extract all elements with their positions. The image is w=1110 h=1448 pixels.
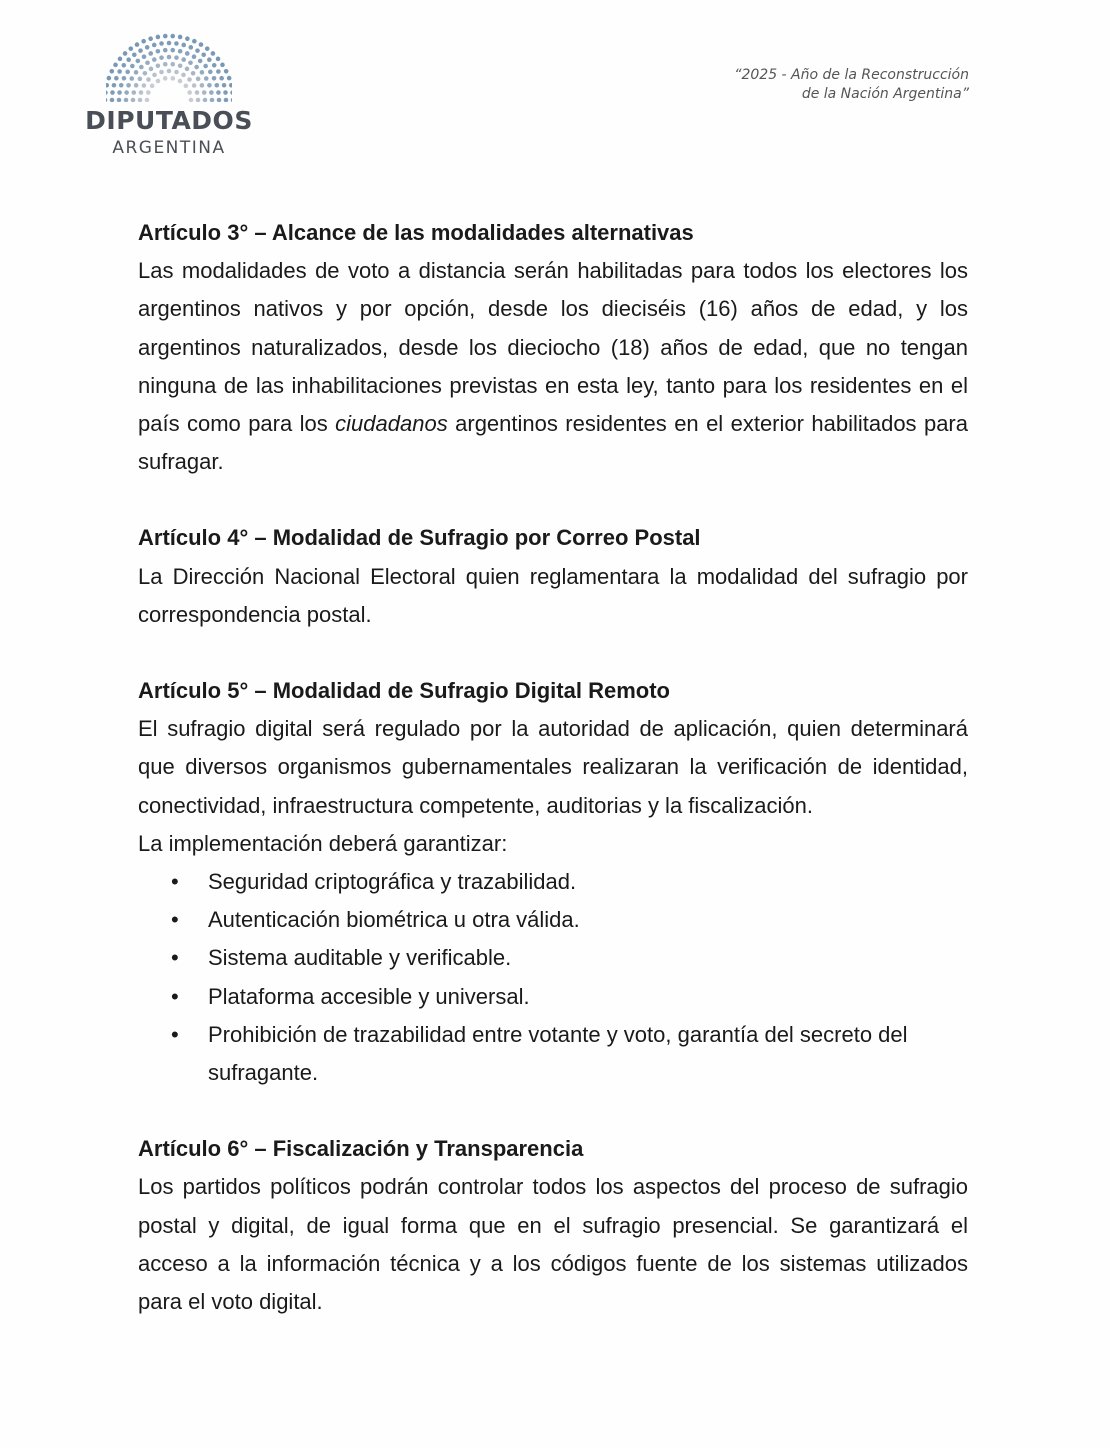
article-3-title: Artículo 3° – Alcance de las modalidades alternativas bbox=[138, 220, 694, 245]
article-3-text-part-2: argentinos residentes en el exterior habilitados para sufragar. bbox=[138, 411, 968, 475]
article-5-title: Artículo 5° – Modalidad de Sufragio Digital Remoto bbox=[138, 678, 670, 704]
list-item: • Sistema auditable y verificable. bbox=[138, 939, 968, 977]
article-4 bbox=[138, 519, 968, 634]
article-6-title: Artículo 6° – Fiscalización y Transparencia bbox=[138, 1136, 584, 1162]
document-body bbox=[138, 214, 968, 1359]
motto-line-2: de la Nación Argentina” bbox=[801, 86, 969, 102]
article-5 bbox=[138, 672, 968, 1092]
article-3-emphasis: ciudadanos bbox=[335, 411, 448, 437]
article-6 bbox=[138, 1130, 968, 1321]
list-item: • Prohibición de trazabilidad entre votante y voto, garantía del secreto del sufragante. bbox=[138, 1016, 968, 1092]
year-motto bbox=[734, 66, 969, 104]
list-item: • Autenticación biométrica u otra válida. bbox=[138, 901, 968, 939]
logo-subtitle: ARGENTINA bbox=[112, 138, 226, 158]
list-item: • Plataforma accesible y universal. bbox=[138, 978, 968, 1016]
hemicycle-icon bbox=[106, 30, 232, 102]
logo-title: DIPUTADOS bbox=[85, 106, 253, 135]
article-3-text bbox=[138, 252, 968, 481]
article-6-text: Los partidos políticos podrán controlar todos los aspectos del proceso de sufragio postal y digital, de igual forma que en el sufragio presencial. Se garantizará el acceso a la información técnica y a los códigos fuente de los sistemas utilizados para el voto digital. bbox=[138, 1174, 968, 1315]
motto-line-1: “2025 - Año de la Reconstrucción bbox=[734, 67, 969, 83]
list-item: • Seguridad criptográfica y trazabilidad. bbox=[138, 863, 968, 901]
article-4-title: Artículo 4° – Modalidad de Sufragio por Correo Postal bbox=[138, 525, 701, 551]
article-3-text-part-1: Las modalidades de voto a distancia serán habilitadas para todos los electores los argentinos nativos y por opción, desde los dieciséis (16) años de edad, y los argentinos naturalizados, desde los dieciocho (18) años de edad, que no tengan ninguna de las inhabilitaciones previstas en esta ley, tanto para los residentes en el país como para los bbox=[138, 258, 968, 437]
article-4-text: La Dirección Nacional Electoral quien reglamentara la modalidad del sufragio por correspondencia postal. bbox=[138, 563, 968, 627]
article-3 bbox=[138, 214, 968, 481]
article-5-text: El sufragio digital será regulado por la autoridad de aplicación, quien determinará que diversos organismos gubernamentales realizaran la verificación de identidad, conectividad, infraestructura competente, auditorias y la fiscalización. bbox=[138, 716, 968, 818]
article-5-intro: La implementación deberá garantizar: bbox=[138, 830, 508, 856]
article-5-requirements-list bbox=[138, 863, 968, 1092]
diputados-logo bbox=[84, 30, 254, 160]
